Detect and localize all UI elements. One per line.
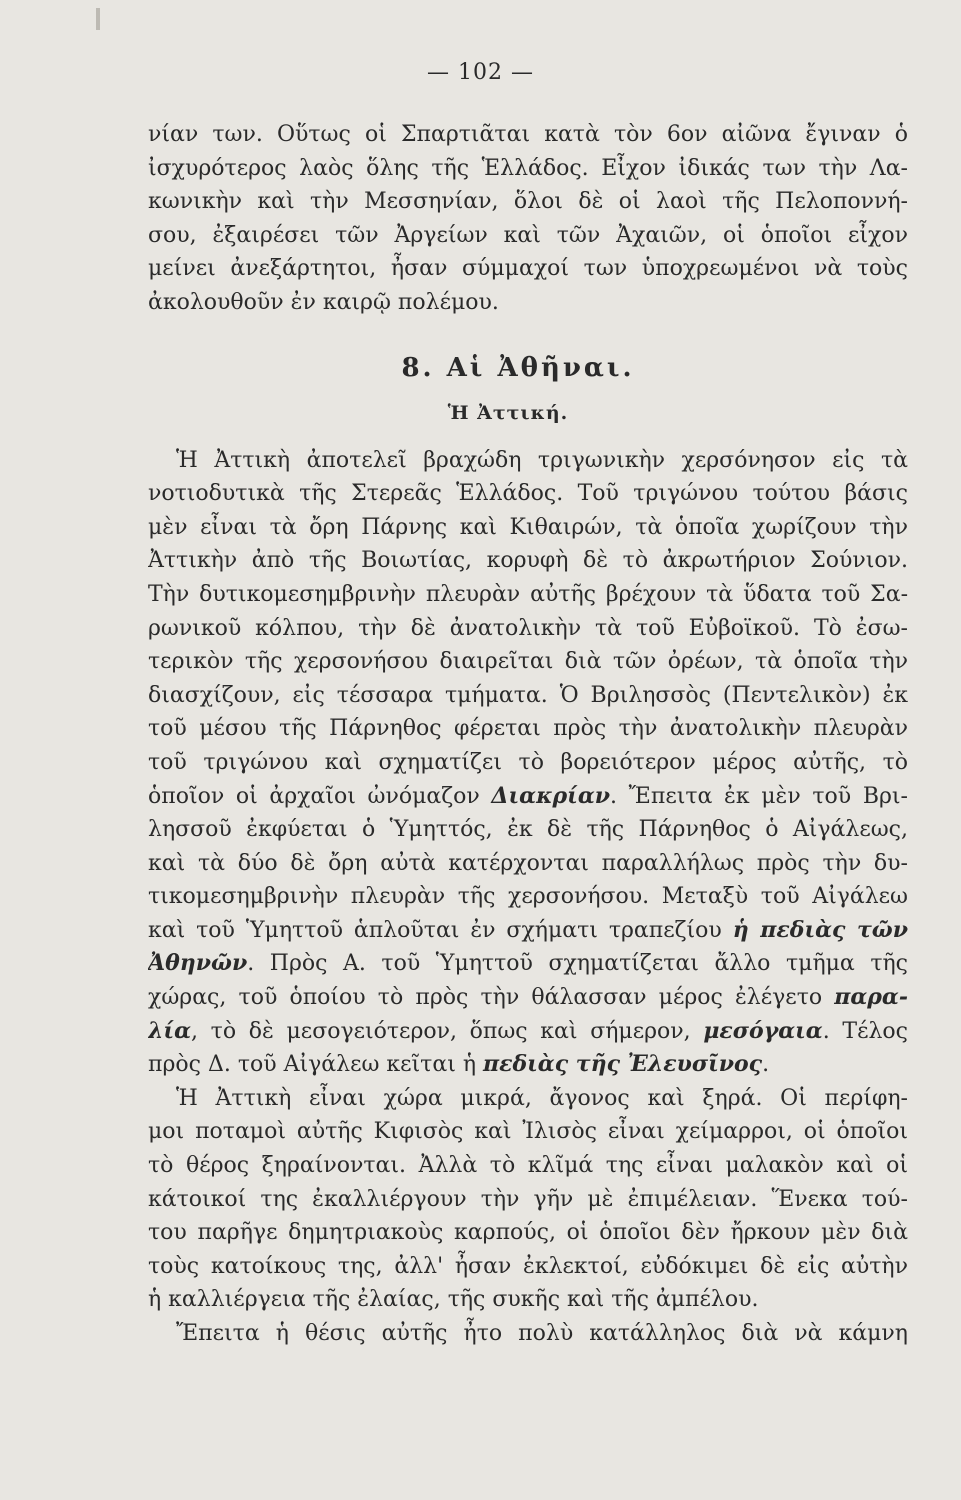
text-line: τοῦ μέσου τῆς Πάρνηθος φέρεται πρὸς τὴν ἀνατολικὴν πλευρὰν	[148, 716, 908, 742]
text-line: νοτιοδυτικὰ τῆς Στερεᾶς Ἑλλάδος. Τοῦ τριγώνου τούτου βάσις	[148, 481, 908, 507]
text-line-paralia	[148, 981, 908, 1015]
paragraph-3	[148, 1082, 908, 1317]
text-line: μοι ποταμοὶ αὐτῆς Κιφισὸς καὶ Ἰλισὸς εἶναι χείμαρροι, οἱ ὁποῖοι	[148, 1119, 908, 1145]
text-line: ἀκολουθοῦν ἐν καιρῷ πολέμου.	[148, 289, 499, 315]
text-run: πρὸς Δ. τοῦ Αἰγάλεω κεῖται ἡ	[148, 1052, 483, 1078]
term-athinon: Ἀθηνῶν	[148, 950, 248, 977]
term-mesogaia: μεσόγαια	[703, 1017, 823, 1044]
text-line: σου, ἐξαιρέσει τῶν Ἀργείων καὶ τῶν Ἀχαιῶν, οἱ ὁποῖοι εἶχον	[148, 222, 908, 248]
text-line: τὸ θέρος ξηραίνονται. Ἀλλὰ τὸ κλῖμά της εἶναι μαλακὸν καὶ οἱ	[148, 1153, 908, 1179]
text-line: μὲν εἶναι τὰ ὄρη Πάρνης καὶ Κιθαιρών, τὰ ὁποῖα χωρίζουν τὴν	[148, 514, 908, 540]
text-run: ὁποῖον οἱ ἀρχαῖοι ὠνόμαζον	[148, 783, 492, 809]
paragraph-2	[148, 444, 908, 1082]
section-heading: 8. Αἱ Ἀθῆναι.	[401, 352, 635, 383]
text-run: χώρας, τοῦ ὁποίου τὸ πρὸς τὴν θάλασσαν μέρος ἐλέγετο	[148, 985, 835, 1011]
term-eleusis: πεδιὰς τῆς Ἐλευσῖνος	[483, 1051, 763, 1078]
text-run: καὶ τοῦ Ὑμηττοῦ ἁπλοῦται ἐν σχήματι τραπεζίου	[148, 917, 733, 943]
text-line: ἰσχυρότερος λαὸς ὅλης τῆς Ἑλλάδος. Εἶχον ἰδικάς των τὴν Λα-	[148, 155, 908, 181]
text-line: κωνικὴν καὶ τὴν Μεσσηνίαν, ὅλοι δὲ οἱ λαοὶ τῆς Πελοποννή-	[148, 189, 908, 215]
paragraph-1	[148, 118, 908, 320]
text-line: τοὺς κατοίκους της, ἀλλ' ἦσαν ἐκλεκτοί, εὐδόκιμει δὲ εἰς αὐτὴν	[148, 1253, 908, 1279]
text-line: Τὴν δυτικομεσημβρινὴν πλευρὰν αὐτῆς βρέχουν τὰ ὕδατα τοῦ Σα-	[148, 581, 908, 607]
text-line-pedias	[148, 914, 908, 948]
text-line: Ἔπειτα ἡ θέσις αὐτῆς ἦτο πολὺ κατάλληλος διὰ νὰ κάμνη	[176, 1321, 908, 1346]
text-line: τικομεσημβρινὴν πλευρὰν τῆς χερσονήσου. Μεταξὺ τοῦ Αἰγάλεω	[148, 884, 908, 910]
text-line-eleusis	[148, 1048, 908, 1082]
text-line: Ἀττικὴν ἀπὸ τῆς Βοιωτίας, κορυφὴ δὲ τὸ ἀκρωτήριον Σούνιον.	[148, 548, 908, 574]
text-line: καὶ τὰ δύο δὲ ὄρη αὐτὰ κατέρχονται παραλλήλως πρὸς τὴν δυ-	[148, 850, 908, 876]
page-number: — 102 —	[427, 60, 534, 85]
subheading: Ἡ Ἀττική.	[447, 401, 569, 424]
text-line: τοῦ τριγώνου καὶ σχηματίζει τὸ βορειότερον μέρος αὐτῆς, τὸ	[148, 749, 908, 775]
text-line: ρωνικοῦ κόλπου, τὴν δὲ ἀνατολικὴν τὰ τοῦ Εὐβοϊκοῦ. Τὸ ἐσω-	[148, 615, 908, 641]
term-lia: λία	[148, 1017, 192, 1044]
text-line-athinon	[148, 947, 908, 981]
text-run: .	[762, 1052, 770, 1078]
text-line: νίαν των. Οὕτως οἱ Σπαρτιᾶται κατὰ τὸν 6ον αἰῶνα ἔγιναν ὁ	[148, 122, 908, 147]
text-line: διασχίζουν, εἰς τέσσαρα τμήματα. Ὁ Βριλησσὸς (Πεντελικὸν) ἐκ	[148, 682, 908, 708]
text-run: . Ἔπειτα ἐκ μὲν τοῦ Βρι-	[610, 783, 908, 809]
term-pedias: ἡ πεδιὰς τῶν	[732, 916, 908, 943]
text-line-mesogaia	[148, 1015, 908, 1049]
paragraph-4	[148, 1317, 908, 1351]
text-line: τερικὸν τῆς χερσονήσου διαιρεῖται διὰ τῶν ὀρέων, τὰ ὁποῖα τὴν	[148, 649, 908, 675]
text-line: λησσοῦ ἐκφύεται ὁ Ὑμηττός, ἐκ δὲ τῆς Πάρνηθος ὁ Αἰγάλεως,	[148, 817, 908, 843]
text-run: , τὸ δὲ μεσογειότερον, ὅπως καὶ σήμερον,	[191, 1018, 704, 1044]
term-diakria: Διακρίαν	[491, 782, 611, 809]
text-line-diakria	[148, 780, 908, 814]
text-line: μείνει ἀνεξάρτητοι, ἦσαν σύμμαχοί των ὑποχρεωμένοι νὰ τοὺς	[148, 256, 908, 282]
text-line: Ἡ Ἀττικὴ ἀποτελεῖ βραχώδη τριγωνικὴν χερσόνησον εἰς τὰ	[176, 447, 908, 473]
text-line: Ἡ Ἀττικὴ εἶναι χώρα μικρά, ἄγονος καὶ ξηρά. Οἱ περίφη-	[176, 1085, 908, 1111]
text-line: ἡ καλλιέργεια τῆς ἐλαίας, τῆς συκῆς καὶ τῆς ἀμπέλου.	[148, 1287, 759, 1313]
text-line: του παρῆγε δημητριακοὺς καρπούς, οἱ ὁποῖοι δὲν ἤρκουν μὲν διὰ	[148, 1220, 908, 1246]
scan-mark	[96, 8, 100, 30]
term-paralia: παρα-	[834, 984, 908, 1011]
text-run: . Πρὸς Α. τοῦ Ὑμηττοῦ σχηματίζεται ἄλλο τμῆμα τῆς	[247, 951, 908, 977]
text-run: . Τέλος	[822, 1018, 908, 1044]
page-body	[148, 118, 908, 1351]
text-line: κάτοικοί της ἐκαλλιέργουν τὴν γῆν μὲ ἐπιμέλειαν. Ἕνεκα τού-	[148, 1186, 908, 1212]
